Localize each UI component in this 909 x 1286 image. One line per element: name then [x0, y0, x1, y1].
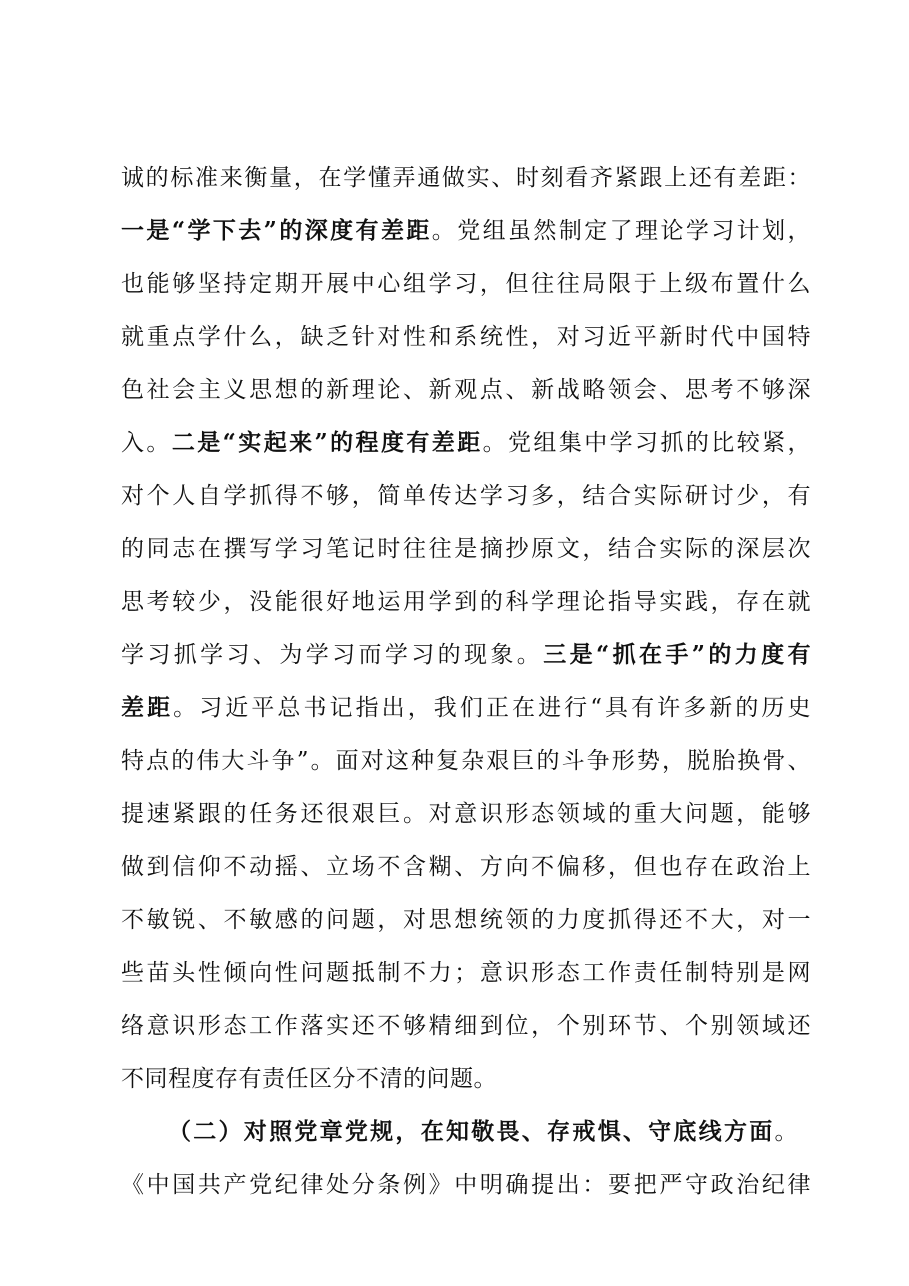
body-line: 也能够坚持定期开展中心组学习，但往往局限于上级布置什么 [121, 271, 811, 297]
body-line: 诚的标准来衡量，在学懂弄通做实、时刻看齐紧跟上还有差距： [121, 165, 811, 191]
body-line: 差距。习近平总书记指出，我们正在进行“具有许多新的历史 [121, 694, 811, 721]
body-line: 学习抓学习、为学习而学习的现象。三是“抓在手”的力度有 [121, 641, 811, 668]
body-line: 一是“学下去”的深度有差距。党组虽然制定了理论学习计划， [121, 217, 811, 244]
body-line: 色社会主义思想的新理论、新观点、新战略领会、思考不够深 [121, 377, 811, 403]
body-line: 《中国共产党纪律处分条例》中明确提出：要把严守政治纪律 [121, 1172, 811, 1198]
body-line: 对个人自学抓得不够，简单传达学习多，结合实际研讨少，有 [121, 483, 811, 509]
section-heading: （二）对照党章党规，在知敬畏、存戒惧、守底线方面。 [168, 1118, 798, 1145]
body-line: 不同程度存有责任区分不清的问题。 [121, 1066, 497, 1092]
body-line: 的同志在撰写学习笔记时往往是摘抄原文，结合实际的深层次 [121, 536, 811, 562]
body-line: 做到信仰不动摇、立场不含糊、方向不偏移，但也存在政治上 [121, 854, 811, 880]
body-line: 不敏锐、不敏感的问题，对思想统领的力度抓得还不大，对一 [121, 907, 811, 933]
body-line: 些苗头性倾向性问题抵制不力；意识形态工作责任制特别是网 [121, 960, 811, 986]
body-line: 就重点学什么，缺乏针对性和系统性，对习近平新时代中国特 [121, 324, 811, 350]
body-line: 特点的伟大斗争”。面对这种复杂艰巨的斗争形势，脱胎换骨、 [121, 748, 811, 774]
body-line: 思考较少，没能很好地运用学到的科学理论指导实践，存在就 [121, 589, 811, 615]
body-line: 入。二是“实起来”的程度有差距。党组集中学习抓的比较紧， [121, 429, 811, 456]
body-line: 提速紧跟的任务还很艰巨。对意识形态领域的重大问题，能够 [121, 801, 811, 827]
body-line: 络意识形态工作落实还不够精细到位，个别环节、个别领域还 [121, 1013, 811, 1039]
